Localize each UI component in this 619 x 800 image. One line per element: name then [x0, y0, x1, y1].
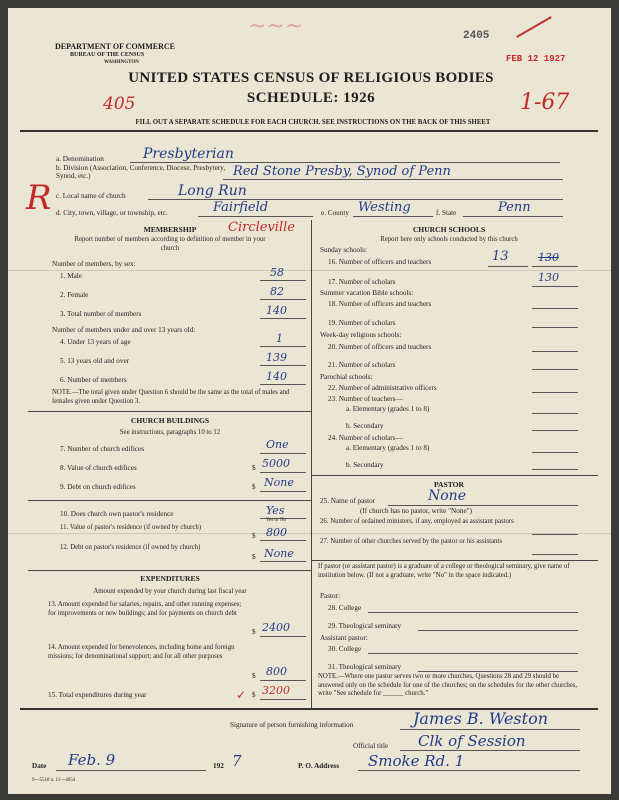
q27-label: 27. Number of other churches served by the pastor or his assistants	[320, 538, 502, 545]
q2-label: 2. Female	[60, 291, 89, 299]
pastor-note: NOTE.—Where one pastor serves two or more churches, Questions 28 and 29 should be answered only on the schedule for one of the churches; on the schedules for the other churches, write "See schedule for ______ church."	[318, 673, 578, 698]
red-check-mark	[516, 16, 552, 38]
county-field[interactable]: Westing	[358, 200, 411, 215]
q25-hint: (If church has no pastor, write "None")	[360, 507, 472, 515]
q28-label: 28. College	[328, 604, 362, 612]
members-age-label: Number of members under and over 13 years old:	[52, 326, 196, 334]
q14-benevolences-field[interactable]: 800	[266, 665, 287, 678]
q16-line-2	[532, 266, 578, 267]
q5-label: 5. 13 years old and over	[60, 357, 130, 365]
section-rule	[28, 500, 311, 501]
form-number: 9—5518 a. 11—4054	[32, 778, 76, 783]
q23-label: 23. Number of teachers—	[328, 395, 403, 403]
fold-crease	[8, 533, 611, 534]
po-address-line	[358, 770, 580, 771]
q24a-label: a. Elementary (grades 1 to 8)	[346, 444, 430, 452]
q9-label: 9. Debt on church edifices	[60, 483, 136, 491]
q18-line	[532, 308, 578, 309]
q7-label: 7. Number of church edifices	[60, 445, 145, 453]
bureau-name: BUREAU OF THE CENSUS	[70, 52, 145, 58]
q12-label: 12. Debt on pastor's residence (if owned by church)	[60, 544, 201, 551]
q12-debt-field[interactable]: None	[264, 547, 294, 560]
q6-label: 6. Number of members	[60, 376, 127, 384]
red-code-right: 1-67	[520, 90, 570, 115]
dollar-sign: $	[252, 672, 256, 680]
q20-line	[532, 351, 578, 352]
q17-scholars-field[interactable]: 130	[538, 271, 559, 284]
received-date-stamp: FEB 12 1927	[506, 54, 566, 64]
date-label: Date	[32, 762, 47, 770]
q10-residence-field[interactable]: Yes	[266, 504, 285, 517]
q27-line	[532, 554, 578, 555]
q9-debt-field[interactable]: None	[264, 476, 294, 489]
assistant-sub-label: Assistant pastor:	[320, 634, 368, 642]
instruction-line: FILL OUT A SEPARATE SCHEDULE FOR EACH CHURCH. SEE INSTRUCTIONS ON THE BACK OF THIS SHEET	[135, 119, 491, 126]
q29-label: 29. Theological seminary	[328, 622, 402, 630]
q25-line	[388, 505, 578, 506]
po-address-label: P. O. Address	[298, 762, 340, 770]
denomination-line	[130, 162, 560, 163]
q10-label: 10. Does church own pastor's residence	[60, 510, 174, 518]
division-label: b. Division (Association, Conference, Diocese, Presbytery, Synod, etc.)	[56, 164, 226, 180]
census-schedule-sheet	[8, 8, 611, 794]
division-field[interactable]: Red Stone Presby, Synod of Penn	[233, 164, 451, 179]
division-line	[223, 179, 563, 180]
q16-line	[488, 266, 528, 267]
official-title-line	[400, 750, 580, 751]
q16-label: 16. Number of officers and teachers	[328, 258, 432, 266]
q22-line	[532, 392, 578, 393]
q25-label: 25. Name of pastor	[320, 497, 376, 505]
q2-female-field[interactable]: 82	[270, 285, 284, 298]
q23b-label: b. Secondary	[346, 422, 384, 430]
state-field[interactable]: Penn	[498, 200, 531, 215]
q24a-line	[532, 452, 578, 453]
q6-members-field[interactable]: 140	[266, 370, 287, 383]
city-line	[198, 216, 313, 217]
q4-label: 4. Under 13 years of age	[60, 338, 131, 346]
membership-heading: MEMBERSHIP	[143, 225, 197, 234]
q23a-label: a. Elementary (grades 1 to 8)	[346, 405, 430, 413]
q4-under-13-field[interactable]: 1	[276, 332, 283, 345]
pastor-heading: PASTOR	[433, 480, 465, 489]
q13-running-expenses-field[interactable]: 2400	[262, 621, 290, 634]
q20-label: 20. Number of officers and teachers	[328, 343, 432, 351]
q8-label: 8. Value of church edifices	[60, 464, 137, 472]
q5-line	[260, 365, 306, 366]
q2-line	[260, 299, 306, 300]
q23b-line	[532, 430, 578, 431]
city-label: d. City, town, village, or township, etc.	[56, 209, 168, 217]
buildings-heading: CHURCH BUILDINGS	[130, 416, 210, 425]
q26-line	[532, 534, 578, 535]
q23a-line	[532, 413, 578, 414]
q3-line	[260, 318, 306, 319]
q6-line	[260, 384, 306, 385]
members-by-sex-label: Number of members, by sex:	[52, 260, 136, 268]
red-code-left: 405	[103, 94, 136, 114]
date-field[interactable]: Feb. 9	[68, 751, 116, 769]
q30-line	[368, 653, 578, 654]
q15-label: 15. Total expenditures during year	[48, 691, 147, 699]
q13-line	[260, 636, 306, 637]
weekday-schools-label: Week-day religious schools:	[320, 331, 402, 339]
red-note-location: Circleville	[228, 220, 295, 235]
fold-crease	[8, 270, 611, 271]
q22-label: 22. Number of administrative officers	[328, 384, 437, 392]
q12-line	[260, 561, 306, 562]
q26-label: 26. Number of ordained ministers, if any, employed as assistant pastors	[320, 518, 514, 525]
q16-officers-field[interactable]: 13	[492, 249, 509, 264]
q30-label: 30. College	[328, 645, 362, 653]
parochial-schools-label: Parochial schools:	[320, 373, 373, 381]
official-title-field[interactable]: Clk of Session	[418, 732, 526, 750]
q17-label: 17. Number of scholars	[328, 278, 396, 286]
dollar-sign: $	[252, 532, 256, 540]
q25-pastor-name-field[interactable]: None	[428, 488, 466, 504]
q5-over-13-field[interactable]: 139	[266, 351, 287, 364]
section-rule	[28, 570, 311, 571]
form-title: UNITED STATES CENSUS OF RELIGIOUS BODIES	[128, 70, 494, 86]
red-pencil-mark: R	[26, 178, 52, 218]
q7-edifices-field[interactable]: One	[266, 438, 289, 451]
state-label: f. State	[436, 209, 457, 217]
q11-line	[260, 540, 306, 541]
county-line	[353, 216, 433, 217]
q24-label: 24. Number of scholars—	[328, 434, 403, 442]
section-rule	[311, 560, 598, 561]
column-divider	[311, 220, 312, 708]
county-label: e. County	[321, 209, 349, 217]
dollar-sign: $	[252, 553, 256, 561]
section-rule	[28, 411, 311, 412]
q3-total-field[interactable]: 140	[266, 304, 287, 317]
department-name: DEPARTMENT OF COMMERCE	[55, 42, 176, 51]
q8-line	[260, 472, 306, 473]
dollar-sign: $	[252, 483, 256, 491]
q17-line	[532, 286, 578, 287]
yes-no-hint: Yes or No	[266, 518, 287, 523]
summer-schools-label: Summer vacation Bible schools:	[320, 289, 414, 297]
bureau-city: WASHINGTON	[104, 60, 139, 65]
schools-intro: Report here only schools conducted by this church	[380, 236, 518, 243]
q1-line	[260, 280, 306, 281]
q19-line	[532, 327, 578, 328]
q8-value-field[interactable]: 5000	[262, 457, 290, 470]
signature-field[interactable]: James B. Weston	[413, 709, 549, 728]
q7-line	[260, 453, 306, 454]
dollar-sign: $	[252, 628, 256, 636]
q21-line	[532, 369, 578, 370]
q1-male-field[interactable]: 58	[270, 266, 284, 279]
q15-total-field[interactable]: 3200	[262, 684, 290, 697]
schedule-number-stamp: 2405	[463, 30, 490, 42]
q4-line	[260, 346, 306, 347]
date-line	[56, 770, 206, 771]
buildings-intro: See instructions, paragraphs 10 to 12	[119, 429, 221, 436]
membership-note: NOTE.—The total given under Question 6 should be the same as the total of males and females given under Question 3.	[52, 389, 290, 405]
year-field[interactable]: 7	[232, 752, 242, 770]
q11-value-field[interactable]: 800	[266, 526, 287, 539]
dollar-sign: $	[252, 464, 256, 472]
q31-line	[418, 671, 578, 672]
graduate-note: If pastor (or assistant pastor) is a graduate of a college or theological seminary, give name of institution below. (If not a graduate, write "No" in the space indicated.)	[318, 563, 570, 579]
q16-struck-value: 130	[538, 251, 559, 264]
q18-label: 18. Number of officers and teachers	[328, 300, 432, 308]
pastor-sub-label: Pastor:	[320, 592, 340, 600]
signature-label: Signature of person furnishing information	[230, 721, 354, 729]
sunday-schools-label: Sunday schools:	[320, 246, 367, 254]
official-title-label: Official title	[353, 742, 389, 750]
membership-intro: Report number of members according to definition of member in your church	[74, 236, 266, 252]
q11-label: 11. Value of pastor's residence (if owned by church)	[60, 524, 202, 531]
q24b-label: b. Secondary	[346, 461, 384, 469]
local-name-field[interactable]: Long Run	[178, 183, 247, 199]
schedule-title: SCHEDULE: 1926	[246, 90, 376, 106]
q29-line	[418, 630, 578, 631]
q28-line	[368, 612, 578, 613]
red-scribble-header: ~~~	[248, 14, 304, 39]
q24b-line	[532, 469, 578, 470]
q9-line	[260, 491, 306, 492]
schools-heading: CHURCH SCHOOLS	[412, 225, 486, 234]
q31-label: 31. Theological seminary	[328, 663, 402, 671]
denomination-field[interactable]: Presbyterian	[143, 146, 234, 162]
q3-label: 3. Total number of members	[60, 310, 142, 318]
q14-line	[260, 680, 306, 681]
dollar-sign: $	[252, 691, 256, 699]
header-rule	[20, 130, 598, 132]
denomination-label: a. Denomination	[56, 155, 104, 163]
year-prefix: 192	[213, 762, 224, 770]
po-address-field[interactable]: Smoke Rd. 1	[368, 752, 465, 770]
q14-label: 14. Amount expended for benevolences, including home and foreign missions; for denominational support; and for all other purposes	[48, 644, 235, 660]
city-field[interactable]: Fairfield	[213, 200, 269, 215]
expenditures-intro: Amount expended by your church during last fiscal year	[93, 588, 247, 595]
signature-line	[400, 729, 580, 730]
q13-label: 13. Amount expended for salaries, repairs, and other running expenses; for improvements or new buildings; and for payments on church debt	[48, 601, 242, 617]
red-check-icon: ✓	[236, 688, 247, 702]
expenditures-heading: EXPENDITURES	[140, 574, 200, 583]
local-name-label: c. Local name of church	[56, 192, 126, 200]
q21-label: 21. Number of scholars	[328, 361, 396, 369]
q19-label: 19. Number of scholars	[328, 319, 396, 327]
q1-label: 1. Male	[60, 272, 82, 280]
section-rule	[311, 475, 598, 476]
state-line	[463, 216, 563, 217]
q15-line	[260, 699, 306, 700]
